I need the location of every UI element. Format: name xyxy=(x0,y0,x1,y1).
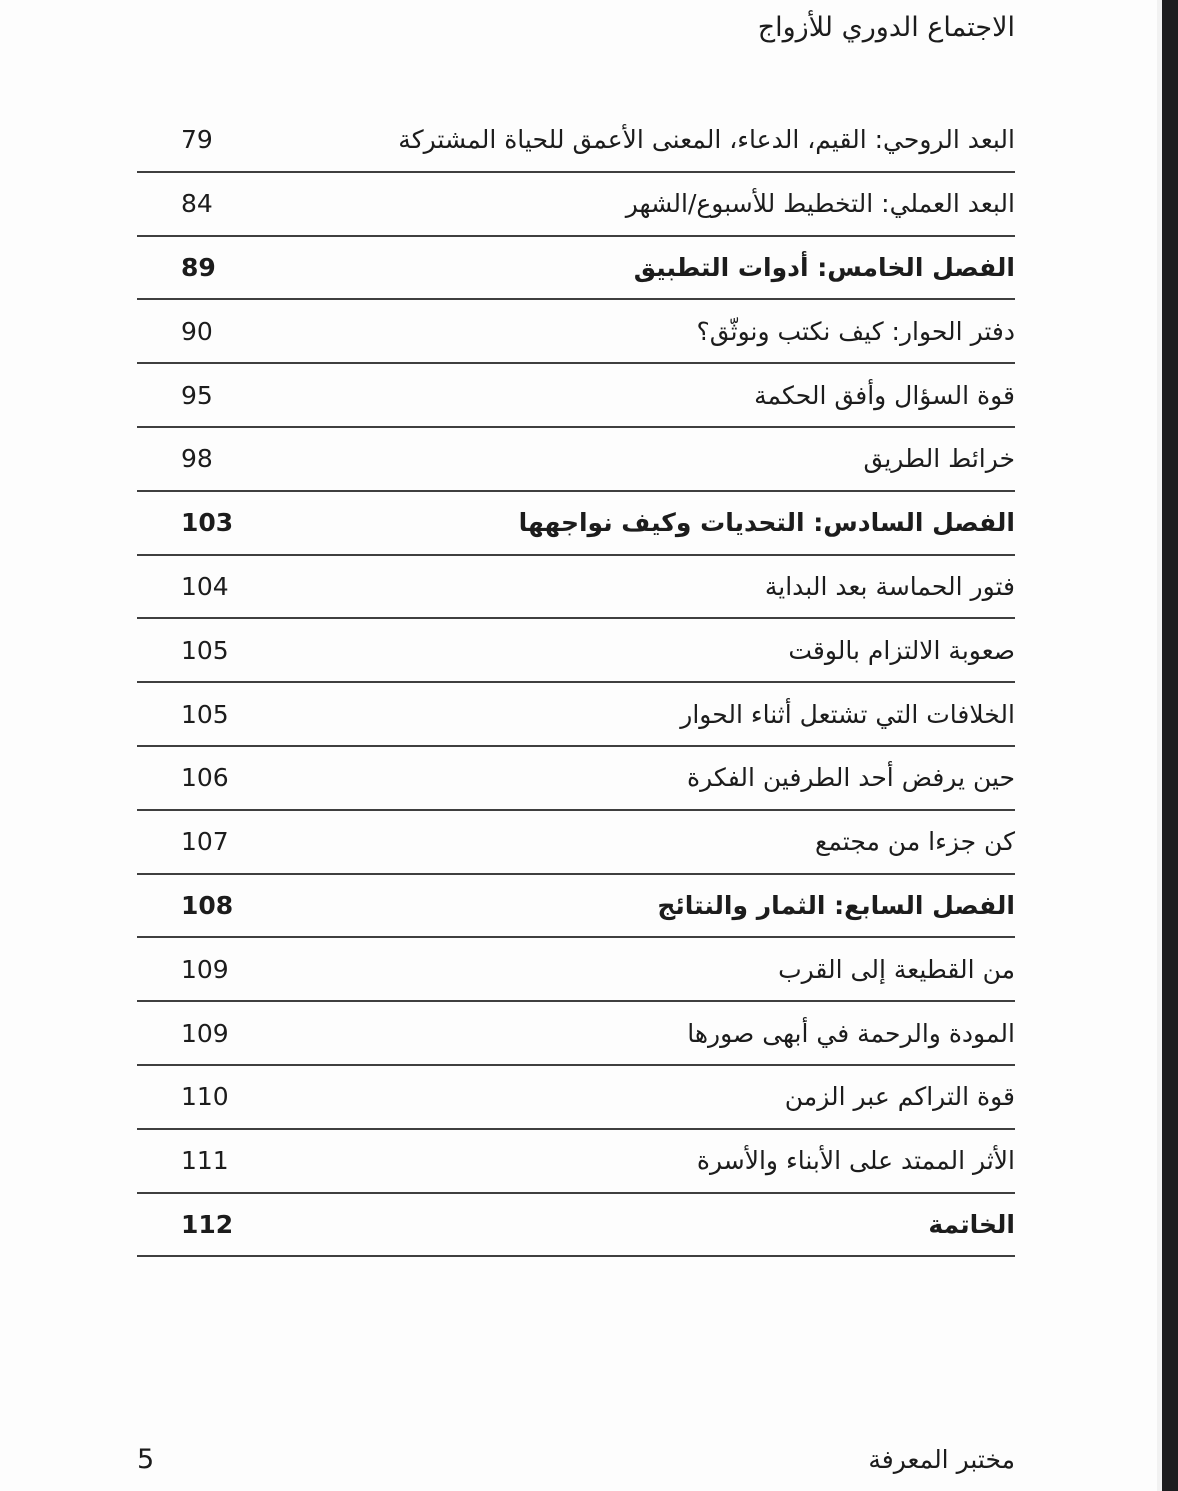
toc-entry-title: حين يرفض أحد الطرفين الفكرة xyxy=(687,763,1015,793)
toc-entry-page-number: 107 xyxy=(181,827,229,857)
toc-entry-page-number: 105 xyxy=(181,635,229,665)
toc-entry-title: البعد العملي: التخطيط للأسبوع/الشهر xyxy=(625,189,1015,219)
toc-row-chapter xyxy=(137,237,1015,301)
toc-row xyxy=(137,300,1015,364)
toc-row xyxy=(137,1130,1015,1194)
toc-entry-title: الخاتمة xyxy=(928,1209,1015,1239)
toc-row xyxy=(137,811,1015,875)
toc-entry-page-number: 89 xyxy=(181,252,216,282)
toc-entry-title: الفصل السابع: الثمار والنتائج xyxy=(657,890,1015,920)
toc-row xyxy=(137,1066,1015,1130)
toc-row xyxy=(137,173,1015,237)
toc-row-chapter xyxy=(137,875,1015,939)
toc-row xyxy=(137,747,1015,811)
toc-entry-page-number: 95 xyxy=(181,380,213,410)
toc-entry-page-number: 109 xyxy=(181,1018,229,1048)
toc-entry-title: خرائط الطريق xyxy=(863,444,1015,474)
toc-row xyxy=(137,109,1015,173)
table-of-contents xyxy=(137,109,1015,1257)
toc-row xyxy=(137,428,1015,492)
toc-entry-title: الخلافات التي تشتعل أثناء الحوار xyxy=(680,699,1015,729)
toc-entry-title: صعوبة الالتزام بالوقت xyxy=(788,635,1015,665)
toc-entry-page-number: 84 xyxy=(181,189,213,219)
toc-entry-title: الفصل السادس: التحديات وكيف نواجهها xyxy=(518,508,1015,538)
toc-entry-page-number: 109 xyxy=(181,954,229,984)
running-head-title: الاجتماع الدوري للأزواج xyxy=(757,12,1015,43)
toc-entry-page-number: 111 xyxy=(181,1146,229,1176)
toc-entry-title: البعد الروحي: القيم، الدعاء، المعنى الأعمق للحياة المشتركة xyxy=(398,125,1015,155)
toc-entry-title: قوة السؤال وأفق الحكمة xyxy=(754,380,1015,410)
toc-entry-page-number: 108 xyxy=(181,890,234,920)
viewer-dark-edge xyxy=(1162,0,1178,1491)
toc-entry-title: قوة التراكم عبر الزمن xyxy=(784,1082,1015,1112)
toc-entry-title: كن جزءا من مجتمع xyxy=(815,827,1015,857)
toc-entry-page-number: 106 xyxy=(181,763,229,793)
toc-entry-page-number: 103 xyxy=(181,508,234,538)
toc-entry-title: الأثر الممتد على الأبناء والأسرة xyxy=(696,1146,1015,1176)
toc-entry-title: المودة والرحمة في أبهى صورها xyxy=(687,1018,1015,1048)
toc-row xyxy=(137,619,1015,683)
toc-entry-title: فتور الحماسة بعد البداية xyxy=(764,571,1015,601)
toc-row xyxy=(137,556,1015,620)
footer-brand: مختبر المعرفة xyxy=(868,1444,1015,1474)
toc-entry-page-number: 79 xyxy=(181,125,213,155)
toc-row-chapter xyxy=(137,1194,1015,1258)
toc-entry-page-number: 104 xyxy=(181,571,229,601)
toc-row xyxy=(137,364,1015,428)
toc-row xyxy=(137,1002,1015,1066)
toc-entry-page-number: 110 xyxy=(181,1082,229,1112)
page-number: 5 xyxy=(137,1443,155,1475)
toc-row-chapter xyxy=(137,492,1015,556)
toc-entry-title: من القطيعة إلى القرب xyxy=(778,954,1015,984)
toc-entry-page-number: 112 xyxy=(181,1209,234,1239)
toc-entry-title: الفصل الخامس: أدوات التطبيق xyxy=(633,252,1015,282)
toc-entry-page-number: 105 xyxy=(181,699,229,729)
toc-entry-page-number: 90 xyxy=(181,316,213,346)
toc-entry-page-number: 98 xyxy=(181,444,213,474)
toc-entry-title: دفتر الحوار: كيف نكتب ونوثّق؟ xyxy=(696,316,1015,346)
toc-row xyxy=(137,683,1015,747)
toc-row xyxy=(137,938,1015,1002)
page-footer xyxy=(137,1438,1015,1480)
